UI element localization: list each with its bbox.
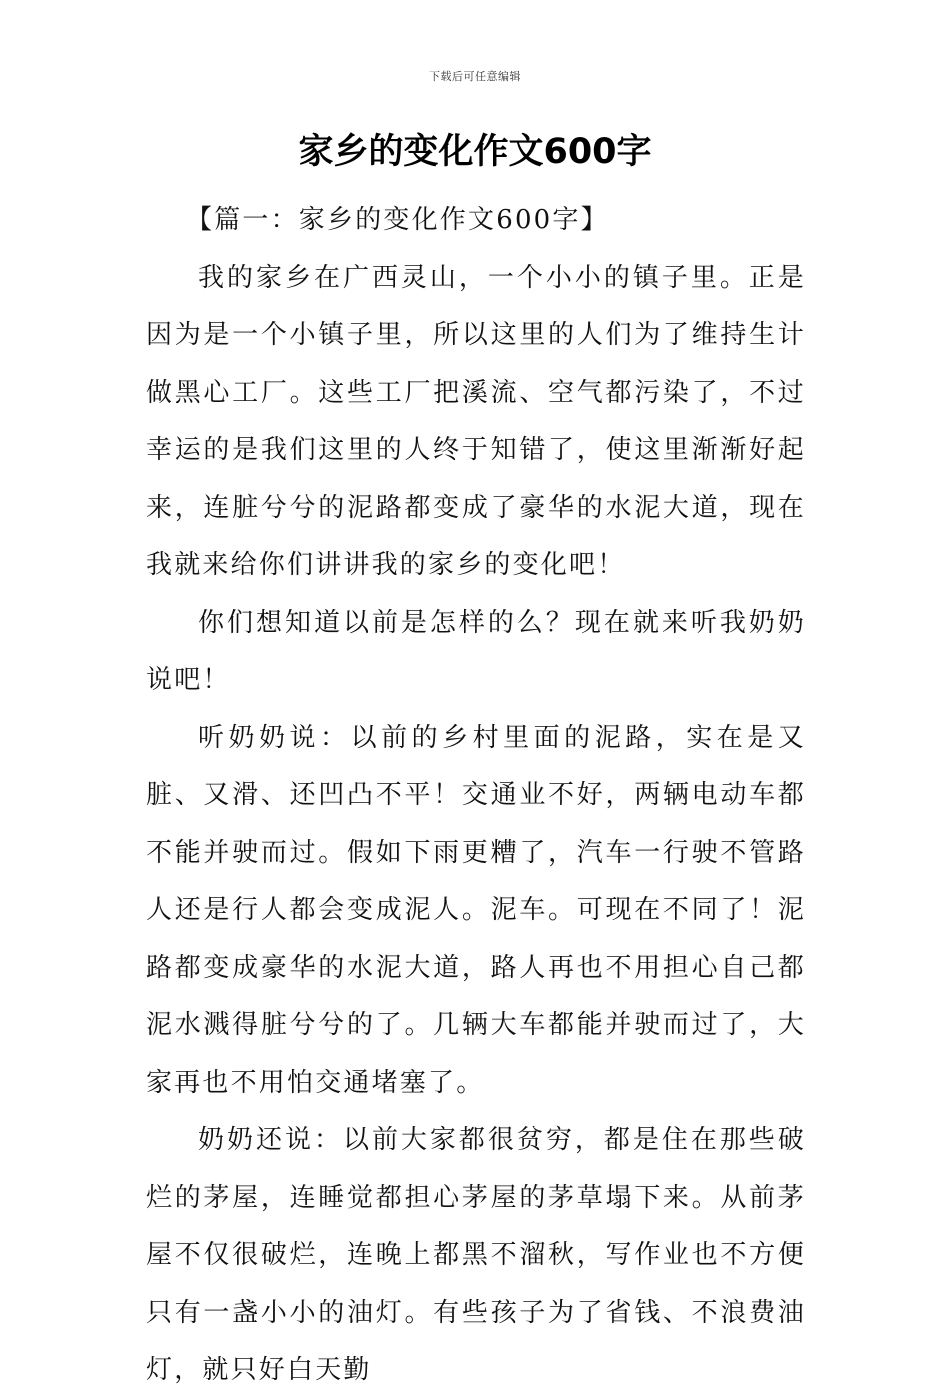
header-note: 下载后可任意编辑 <box>429 70 521 83</box>
section-heading: 【篇一：家乡的变化作文600字】 <box>186 205 609 235</box>
paragraph-4: 奶奶还说：以前大家都很贫穷，都是住在那些破烂的茅屋，连睡觉都担心茅屋的茅草塌下来。从前茅屋不仅很破烂，连晚上都黑不溜秋，写作业也不方便只有一盏小小的油灯。有些孩子为了省钱、不浪费油灯，就只好白天勤 <box>146 1125 806 1385</box>
document-body <box>146 192 806 1400</box>
paragraph-1: 我的家乡在广西灵山，一个小小的镇子里。正是因为是一个小镇子里，所以这里的人们为了维持生计做黑心工厂。这些工厂把溪流、空气都污染了，不过幸运的是我们这里的人终于知错了，使这里渐渐好起来，连脏兮兮的泥路都变成了豪华的水泥大道，现在我就来给你们讲讲我的家乡的变化吧！ <box>146 262 806 580</box>
paragraph-3: 听奶奶说：以前的乡村里面的泥路，实在是又脏、又滑、还凹凸不平！交通业不好，两辆电动车都不能并驶而过。假如下雨更糟了，汽车一行驶不管路人还是行人都会变成泥人。泥车。可现在不同了！泥路都变成豪华的水泥大道，路人再也不用担心自己都泥水溅得脏兮兮的了。几辆大车都能并驶而过了，大家再也不用怕交通堵塞了。 <box>146 722 806 1098</box>
paragraph-2: 你们想知道以前是怎样的么？现在就来听我奶奶说吧！ <box>146 607 806 695</box>
document-title: 家乡的变化作文600字 <box>298 132 652 172</box>
